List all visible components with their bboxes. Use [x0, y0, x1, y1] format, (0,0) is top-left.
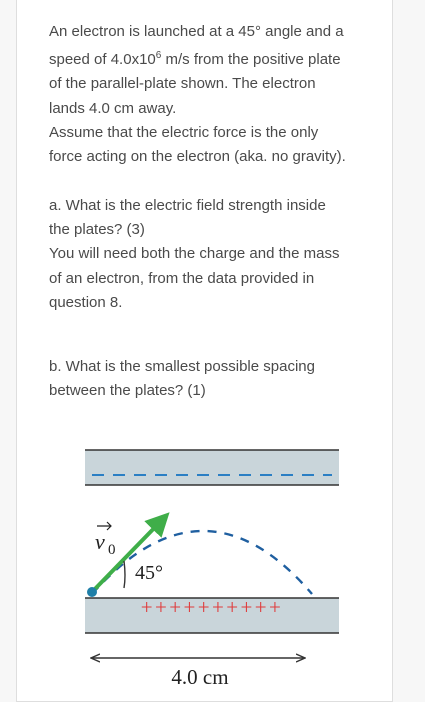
- part-b-line: between the plates? (1): [49, 382, 206, 400]
- velocity-label: v: [95, 529, 105, 554]
- intro-line: lands 4.0 cm away.: [49, 99, 177, 117]
- launch-point: [87, 587, 97, 597]
- intro-line: force acting on the electron (aka. no gravity).: [49, 148, 346, 166]
- intro-line: of the parallel-plate shown. The electron: [49, 75, 316, 93]
- part-b-line: b. What is the smallest possible spacing: [49, 358, 315, 375]
- part-a-line: a. What is the electric field strength inside: [49, 197, 326, 214]
- angle-arc: [124, 561, 125, 588]
- part-a-line: of an electron, from the data provided in: [49, 269, 315, 287]
- intro-line: [49, 44, 379, 72]
- part-a-line: question 8.: [49, 293, 123, 311]
- part-a-line: the plates? (3): [49, 221, 145, 239]
- part-b-question: [49, 355, 379, 403]
- positive-plate: [85, 595, 339, 633]
- positive-charges: ++++++++++: [140, 595, 284, 619]
- angle-label: 45°: [135, 562, 163, 584]
- part-a-line: You will need both the charge and the mass: [49, 245, 340, 263]
- speed-exponent: 6: [155, 50, 162, 62]
- negative-plate-fill: [85, 450, 339, 485]
- part-a-question: [49, 194, 379, 315]
- speed-text: speed of 4.0x10: [49, 51, 156, 69]
- intro-paragraph: [49, 20, 379, 169]
- intro-line: Assume that the electric force is the only: [49, 123, 319, 141]
- velocity-subscript: 0: [108, 542, 116, 558]
- intro-line: An electron is launched at a 45° angle and a: [49, 23, 344, 40]
- negative-plate: [85, 450, 339, 485]
- distance-label: 4.0 cm: [171, 665, 229, 689]
- speed-units: m/s from the positive plate: [161, 51, 341, 69]
- parallel-plate-diagram: [82, 446, 344, 696]
